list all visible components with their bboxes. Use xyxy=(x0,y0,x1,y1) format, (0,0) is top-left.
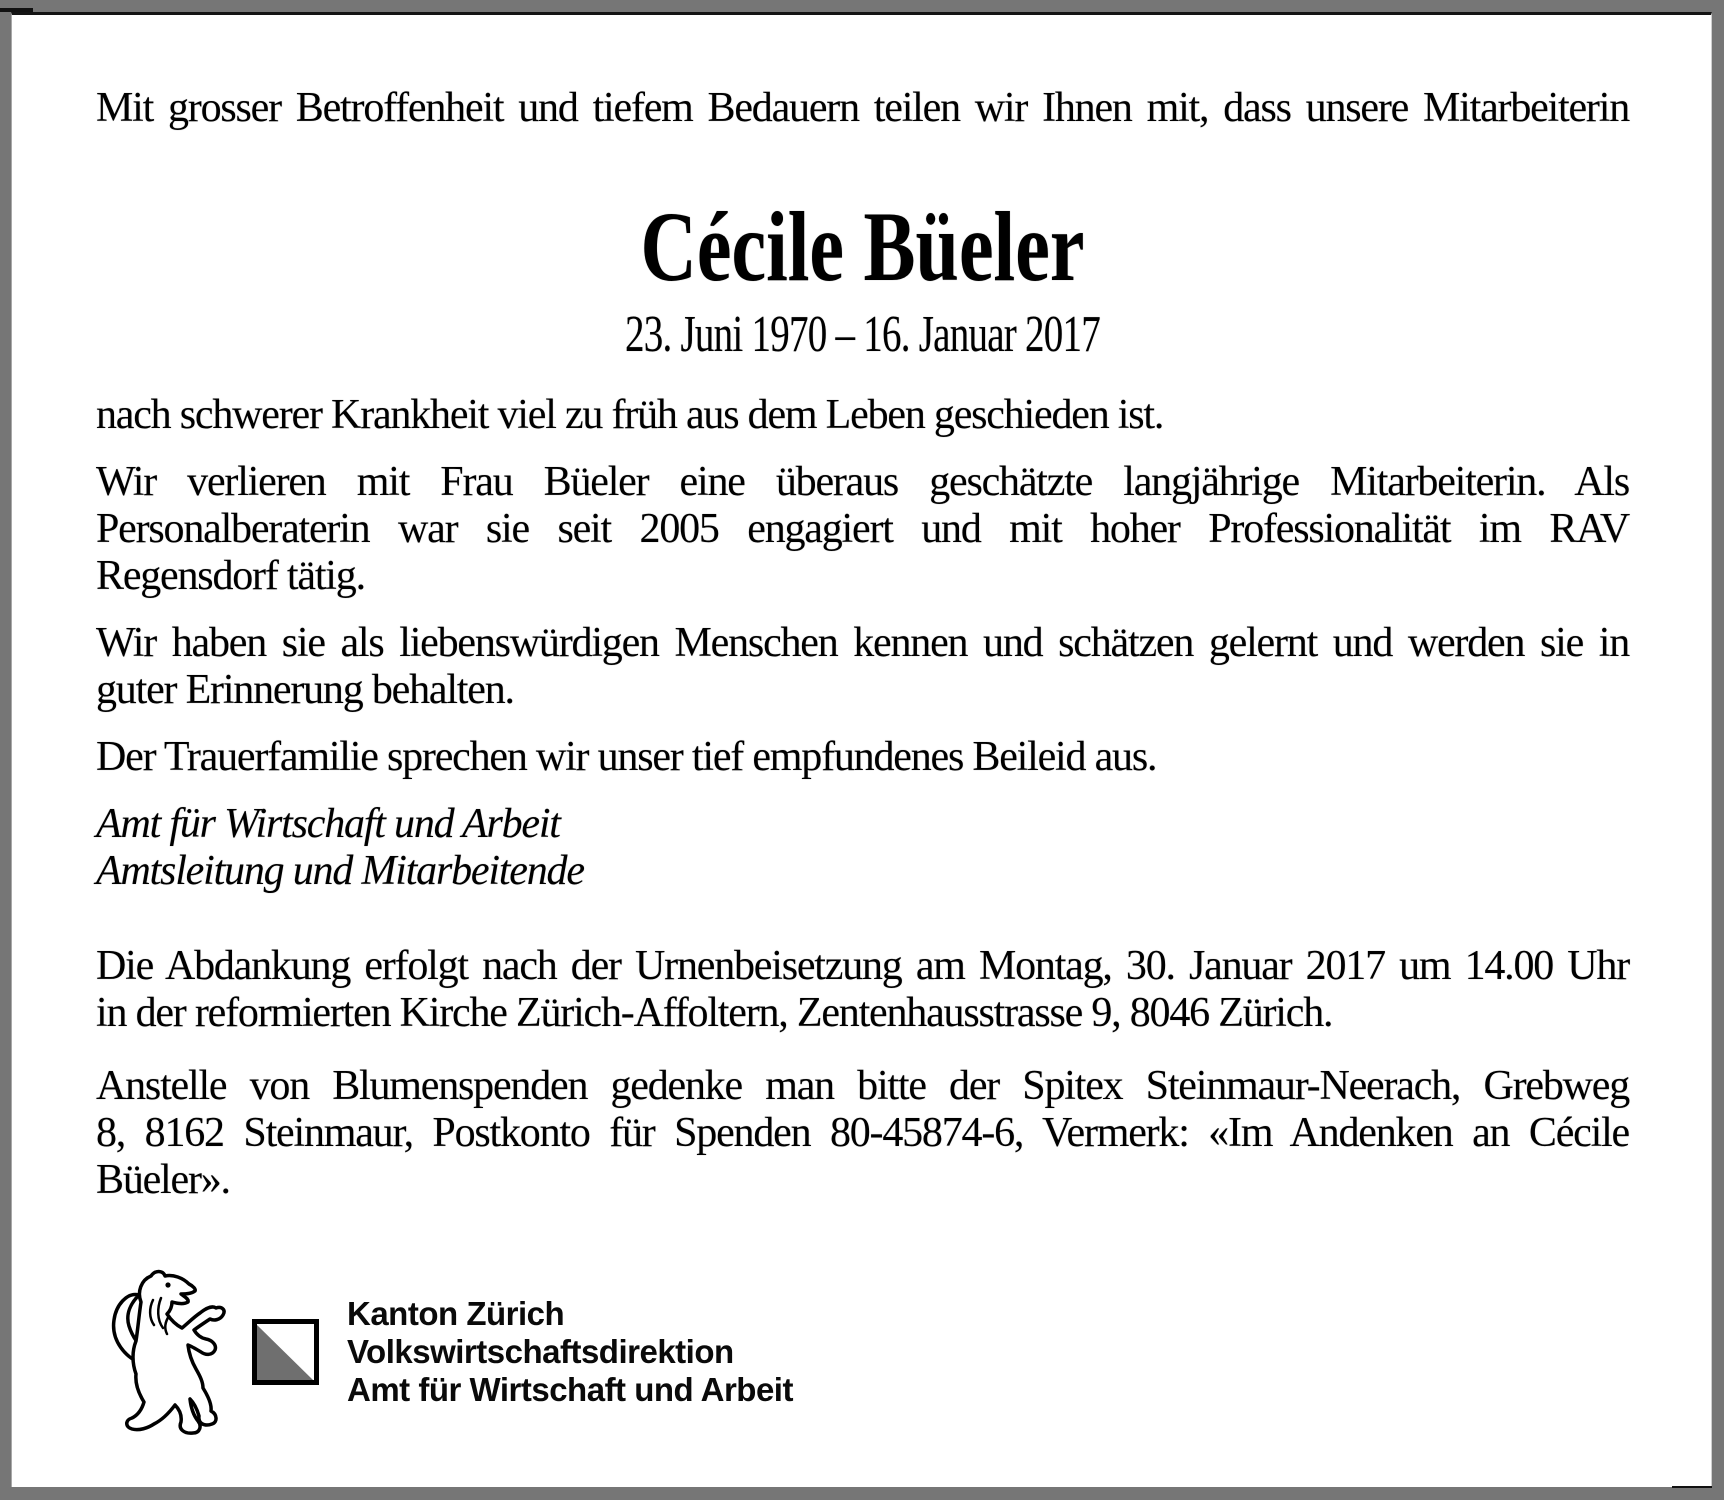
paragraph-beileid xyxy=(96,734,1629,781)
paragraph-abdankung xyxy=(96,943,1629,1037)
paragraph-line: Die Abdankung erfolgt nach der Urnenbeisetzung am Montag, 30. Januar 2017 um 14.00 Uhr xyxy=(96,943,1629,989)
scan-artifact-bottom-right xyxy=(1672,1486,1712,1488)
paragraph-verlieren xyxy=(96,459,1629,600)
paragraph-line: Regensdorf tätig. xyxy=(96,553,365,599)
deceased-name: Cécile Büeler xyxy=(640,191,1085,302)
signature-block xyxy=(96,801,1629,895)
deceased-name-block xyxy=(96,191,1629,302)
obituary-content xyxy=(12,85,1711,1436)
logo-org-line-2: Volkswirtschaftsdirektion xyxy=(347,1333,734,1370)
obituary-page xyxy=(11,12,1712,1487)
intro-line: Mit grosser Betroffenheit und tiefem Bedauern teilen wir Ihnen mit, dass unsere Mitarbeiterin xyxy=(96,85,1629,131)
signature-line-2: Amtsleitung und Mitarbeitende xyxy=(96,848,584,894)
paragraph-line: Büeler». xyxy=(96,1157,230,1203)
paragraph-line: in der reformierten Kirche Zürich-Affoltern, Zentenhausstrasse 9, 8046 Zürich. xyxy=(96,990,1333,1036)
paragraph-line: nach schwerer Krankheit viel zu früh aus dem Leben geschieden ist. xyxy=(96,392,1164,438)
logo-org-line-3: Amt für Wirtschaft und Arbeit xyxy=(347,1371,793,1408)
life-dates: 23. Juni 1970 – 16. Januar 2017 xyxy=(624,306,1101,363)
zurich-canton-shield-icon xyxy=(252,1319,319,1385)
kanton-zuerich-logo xyxy=(101,1268,1629,1436)
paragraph-line: Personalberaterin war sie seit 2005 engagiert und mit hoher Professionalität im RAV xyxy=(96,506,1629,552)
paragraph-spenden xyxy=(96,1063,1629,1204)
paragraph-krankheit xyxy=(96,392,1629,439)
intro-paragraph xyxy=(96,85,1629,132)
paragraph-line: 8, 8162 Steinmaur, Postkonto für Spenden 80-45874-6, Vermerk: «Im Andenken an Cécile xyxy=(96,1110,1629,1156)
logo-org-line-1: Kanton Zürich xyxy=(347,1295,565,1332)
paragraph-line: Anstelle von Blumenspenden gedenke man bitte der Spitex Steinmaur-Neerach, Grebweg xyxy=(96,1063,1629,1109)
paragraph-line: guter Erinnerung behalten. xyxy=(96,667,514,713)
paragraph-line: Der Trauerfamilie sprechen wir unser tief empfundenes Beileid aus. xyxy=(96,734,1157,780)
logo-text-block xyxy=(347,1295,793,1409)
paragraph-erinnerung xyxy=(96,620,1629,714)
zurich-lion-icon xyxy=(101,1268,228,1436)
signature-line-1: Amt für Wirtschaft und Arbeit xyxy=(96,801,560,847)
paragraph-line: Wir haben sie als liebenswürdigen Menschen kennen und schätzen gelernt und werden sie in xyxy=(96,620,1629,666)
life-dates-block xyxy=(96,306,1629,364)
paragraph-line: Wir verlieren mit Frau Büeler eine überaus geschätzte langjährige Mitarbeiterin. Als xyxy=(96,459,1629,505)
